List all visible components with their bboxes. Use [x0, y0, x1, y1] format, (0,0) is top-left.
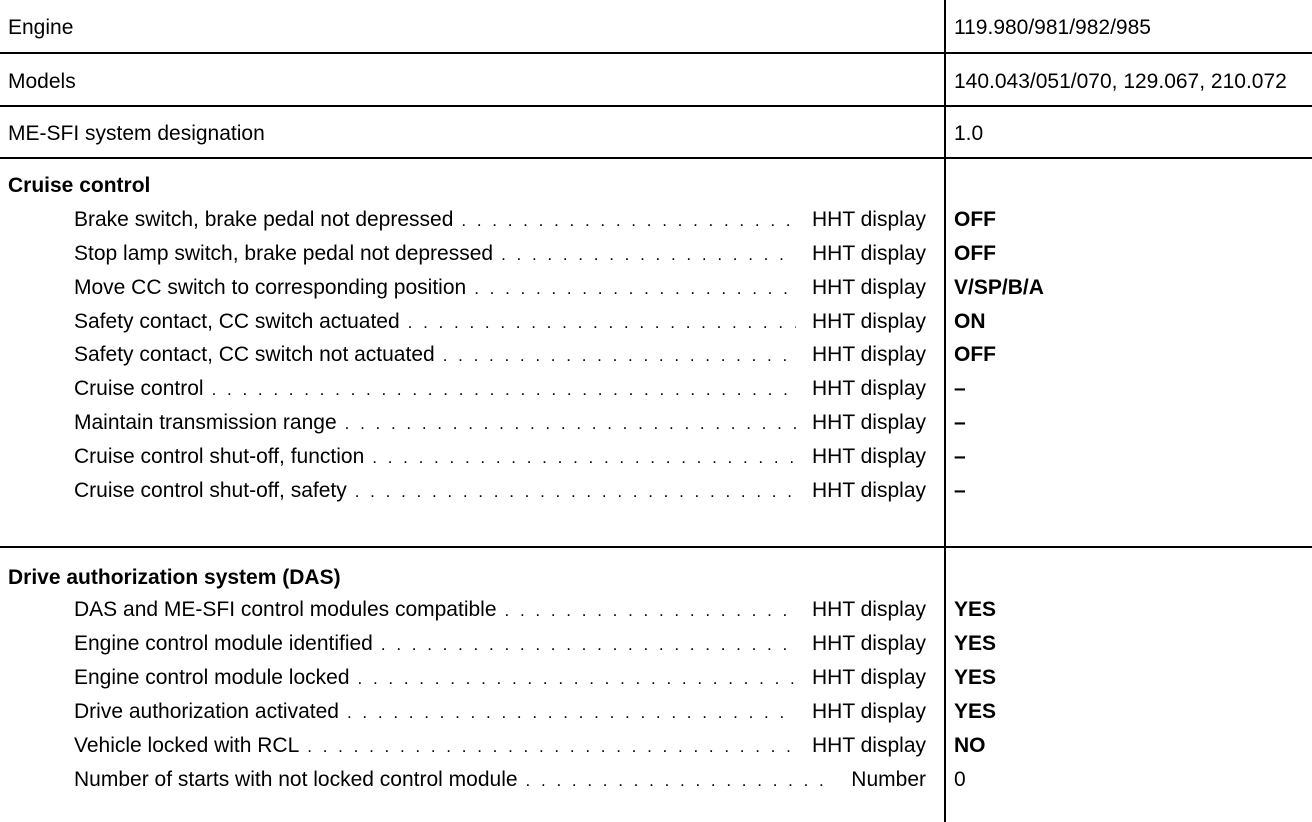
system-designation-label: ME-SFI system designation [8, 122, 265, 145]
row-unit: HHT display [812, 242, 926, 265]
row-value: YES [954, 598, 997, 621]
row-label: Maintain transmission range [74, 411, 337, 434]
row-value: 0 [954, 768, 966, 791]
row-value: YES [954, 700, 997, 723]
row-divider [0, 546, 1312, 548]
row-unit: HHT display [812, 208, 926, 231]
dot-leader [355, 480, 796, 504]
row-unit: HHT display [812, 598, 926, 621]
dot-leader [526, 769, 836, 793]
engine-value: 119.980/981/982/985 [954, 16, 1151, 39]
row-label: Stop lamp switch, brake pedal not depressed [74, 242, 494, 265]
row-unit: HHT display [812, 666, 926, 689]
dot-leader [358, 667, 797, 691]
row-unit: HHT display [812, 445, 926, 468]
row-value: – [954, 479, 966, 502]
row-value: – [954, 445, 966, 468]
table-row [74, 598, 926, 622]
row-label: Engine control module identified [74, 632, 373, 655]
row-unit: HHT display [812, 700, 926, 723]
row-unit: Number [851, 768, 926, 791]
row-divider [0, 157, 1312, 159]
row-label: Safety contact, CC switch not actuated [74, 343, 435, 366]
table-row [74, 377, 926, 401]
table-row [74, 242, 926, 266]
table-row [74, 700, 926, 724]
row-label: Safety contact, CC switch actuated [74, 310, 400, 333]
dot-leader [474, 277, 796, 301]
table-row [74, 632, 926, 656]
row-label: Cruise control [74, 377, 204, 400]
dot-leader [372, 446, 796, 470]
dot-leader [408, 311, 796, 335]
row-unit: HHT display [812, 310, 926, 333]
dot-leader [501, 243, 796, 267]
row-value: YES [954, 632, 997, 655]
row-divider [0, 52, 1312, 54]
dot-leader [505, 599, 797, 623]
row-value: V/SP/B/A [954, 276, 1044, 299]
row-label: Engine control module locked [74, 666, 350, 689]
row-label: Brake switch, brake pedal not depressed [74, 208, 454, 231]
row-label: Move CC switch to corresponding position [74, 276, 467, 299]
row-unit: HHT display [812, 479, 926, 502]
row-unit: HHT display [812, 734, 926, 757]
table-row [74, 734, 926, 758]
dot-leader [381, 633, 796, 657]
row-label: Number of starts with not locked control module [74, 768, 518, 791]
das-title: Drive authorization system (DAS) [8, 566, 341, 589]
row-value: OFF [954, 208, 996, 231]
row-label: Drive authorization activated [74, 700, 339, 723]
table-row [74, 666, 926, 690]
table-row [74, 343, 926, 367]
table-row [74, 276, 926, 300]
column-divider [944, 0, 946, 822]
row-value: OFF [954, 242, 996, 265]
row-label: DAS and ME-SFI control modules compatible [74, 598, 497, 621]
row-unit: HHT display [812, 343, 926, 366]
row-value: NO [954, 734, 986, 757]
dot-leader [307, 735, 796, 759]
dot-leader [461, 209, 796, 233]
engine-label: Engine [8, 16, 74, 39]
row-unit: HHT display [812, 411, 926, 434]
row-label: Vehicle locked with RCL [74, 734, 300, 757]
row-label: Cruise control shut-off, safety [74, 479, 347, 502]
row-label: Cruise control shut-off, function [74, 445, 365, 468]
row-unit: HHT display [812, 632, 926, 655]
dot-leader [345, 412, 796, 436]
row-value: ON [954, 310, 986, 333]
row-unit: HHT display [812, 276, 926, 299]
cruise-control-title: Cruise control [8, 174, 151, 197]
row-value: OFF [954, 343, 996, 366]
row-unit: HHT display [812, 377, 926, 400]
row-value: YES [954, 666, 997, 689]
dot-leader [347, 701, 796, 725]
table-row [74, 411, 926, 435]
table-row [74, 768, 926, 792]
row-divider [0, 105, 1312, 107]
table-row [74, 310, 926, 334]
row-value: – [954, 411, 966, 434]
table-row [74, 445, 926, 469]
system-designation-value: 1.0 [954, 122, 984, 145]
models-label: Models [8, 70, 76, 93]
table-row [74, 208, 926, 232]
table-row [74, 479, 926, 503]
dot-leader [212, 378, 796, 402]
row-value: – [954, 377, 966, 400]
models-value: 140.043/051/070, 129.067, 210.072 [954, 70, 1287, 93]
dot-leader [443, 344, 796, 368]
